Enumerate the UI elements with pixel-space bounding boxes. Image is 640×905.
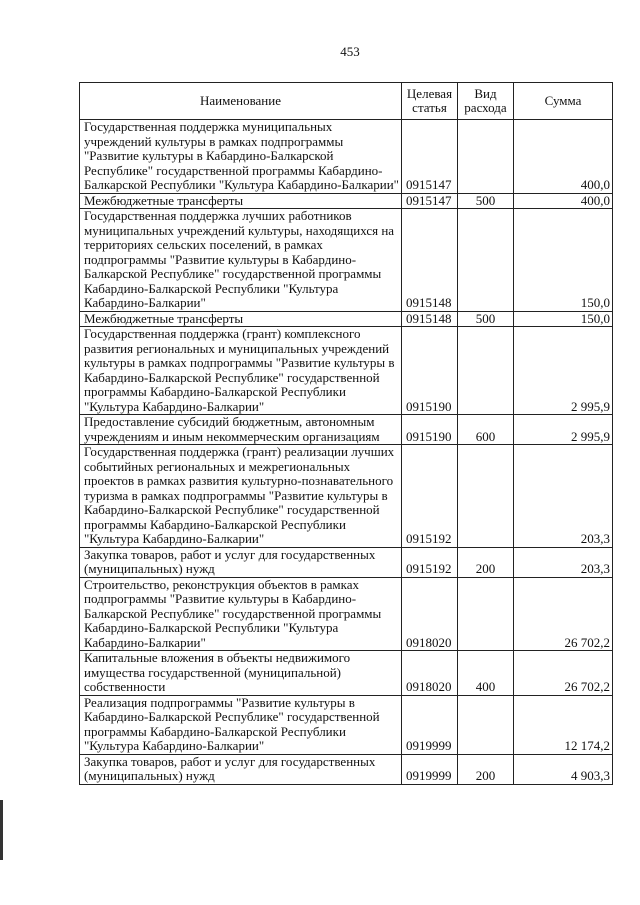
row-target-code: 0919999 bbox=[402, 754, 458, 784]
row-target-code: 0915192 bbox=[402, 445, 458, 548]
header-expense-kind bbox=[458, 83, 514, 120]
table-row bbox=[80, 754, 613, 784]
row-name: Закупка товаров, работ и услуг для государственных (муниципальных) нужд bbox=[80, 754, 402, 784]
row-expense-kind: 500 bbox=[458, 193, 514, 209]
row-target-code: 0915190 bbox=[402, 415, 458, 445]
table-header-row bbox=[80, 83, 613, 120]
row-name: Государственная поддержка лучших работников муниципальных учреждений культуры, находящихся на территориях сельских поселений, в рамках подпрограммы "Развитие культуры в Кабардино-Балкарской Республике" государственной программы Кабардино-Балкарской Республики "Культура Кабардино-Балкарии" bbox=[80, 209, 402, 312]
row-amount: 4 903,3 bbox=[514, 754, 613, 784]
row-amount: 150,0 bbox=[514, 311, 613, 327]
header-target-article bbox=[402, 83, 458, 120]
row-expense-kind bbox=[458, 209, 514, 312]
row-target-code: 0915147 bbox=[402, 193, 458, 209]
row-expense-kind bbox=[458, 120, 514, 194]
scan-edge-mark bbox=[0, 800, 3, 860]
header-name: Наименование bbox=[80, 83, 402, 120]
row-name: Государственная поддержка (грант) реализации лучших событийных региональных и межрегиональных проектов в рамках развития культурно-познавательного туризма в рамках подпрограммы "Развитие культуры в Кабардино-Балкарской Республике" государственной программы Кабардино-Балкарской Республики "Культура Кабардино-Балкарии" bbox=[80, 445, 402, 548]
row-target-code: 0919999 bbox=[402, 695, 458, 754]
table-row bbox=[80, 209, 613, 312]
row-amount: 203,3 bbox=[514, 445, 613, 548]
row-target-code: 0918020 bbox=[402, 577, 458, 651]
row-expense-kind: 500 bbox=[458, 311, 514, 327]
row-amount: 203,3 bbox=[514, 547, 613, 577]
row-name: Закупка товаров, работ и услуг для государственных (муниципальных) нужд bbox=[80, 547, 402, 577]
row-target-code: 0918020 bbox=[402, 651, 458, 696]
header-amount: Сумма bbox=[514, 83, 613, 120]
table-row bbox=[80, 651, 613, 696]
row-target-code: 0915190 bbox=[402, 327, 458, 415]
header-kind-line2: расхода bbox=[464, 100, 507, 115]
table-row bbox=[80, 193, 613, 209]
row-amount: 12 174,2 bbox=[514, 695, 613, 754]
row-amount: 26 702,2 bbox=[514, 577, 613, 651]
row-target-code: 0915148 bbox=[402, 311, 458, 327]
row-expense-kind: 200 bbox=[458, 754, 514, 784]
row-target-code: 0915192 bbox=[402, 547, 458, 577]
row-expense-kind: 200 bbox=[458, 547, 514, 577]
row-amount: 2 995,9 bbox=[514, 415, 613, 445]
row-expense-kind bbox=[458, 327, 514, 415]
row-target-code: 0915148 bbox=[402, 209, 458, 312]
budget-table bbox=[79, 82, 613, 785]
table-row bbox=[80, 445, 613, 548]
row-expense-kind: 400 bbox=[458, 651, 514, 696]
row-name: Капитальные вложения в объекты недвижимого имущества государственной (муниципальной) собственности bbox=[80, 651, 402, 696]
row-expense-kind: 600 bbox=[458, 415, 514, 445]
row-name: Предоставление субсидий бюджетным, автономным учреждениям и иным некоммерческим организациям bbox=[80, 415, 402, 445]
header-target-line2: статья bbox=[412, 100, 447, 115]
row-name: Реализация подпрограммы "Развитие культуры в Кабардино-Балкарской Республике" государственной программы Кабардино-Балкарской Республики "Культура Кабардино-Балкарии" bbox=[80, 695, 402, 754]
row-name: Строительство, реконструкция объектов в рамках подпрограммы "Развитие культуры в Кабардино-Балкарской Республике" государственной программы Кабардино-Балкарской Республики "Культура Кабардино-Балкарии" bbox=[80, 577, 402, 651]
header-kind-line1: Вид bbox=[474, 85, 497, 101]
row-name: Государственная поддержка муниципальных учреждений культуры в рамках подпрограммы "Развитие культуры в Кабардино-Балкарской Республике" государственной программы Кабардино-Балкарской Республики "Культура Кабардино-Балкарии" bbox=[80, 120, 402, 194]
row-amount: 2 995,9 bbox=[514, 327, 613, 415]
row-expense-kind bbox=[458, 695, 514, 754]
row-name: Межбюджетные трансферты bbox=[80, 311, 402, 327]
row-amount: 26 702,2 bbox=[514, 651, 613, 696]
row-name: Государственная поддержка (грант) комплексного развития региональных и муниципальных учреждений культуры в рамках подпрограммы "Развитие культуры в Кабардино-Балкарской Республике" государственной программы Кабардино-Балкарской Республики "Культура Кабардино-Балкарии" bbox=[80, 327, 402, 415]
row-expense-kind bbox=[458, 577, 514, 651]
header-target-line1: Целевая bbox=[406, 85, 453, 101]
table-row bbox=[80, 695, 613, 754]
row-amount: 400,0 bbox=[514, 120, 613, 194]
row-target-code: 0915147 bbox=[402, 120, 458, 194]
row-amount: 150,0 bbox=[514, 209, 613, 312]
row-amount: 400,0 bbox=[514, 193, 613, 209]
row-name: Межбюджетные трансферты bbox=[80, 193, 402, 209]
page-number: 453 bbox=[340, 44, 360, 59]
table-row bbox=[80, 311, 613, 327]
table-row bbox=[80, 547, 613, 577]
table-row bbox=[80, 577, 613, 651]
table-row bbox=[80, 327, 613, 415]
row-expense-kind bbox=[458, 445, 514, 548]
table-row bbox=[80, 415, 613, 445]
table-row bbox=[80, 120, 613, 194]
